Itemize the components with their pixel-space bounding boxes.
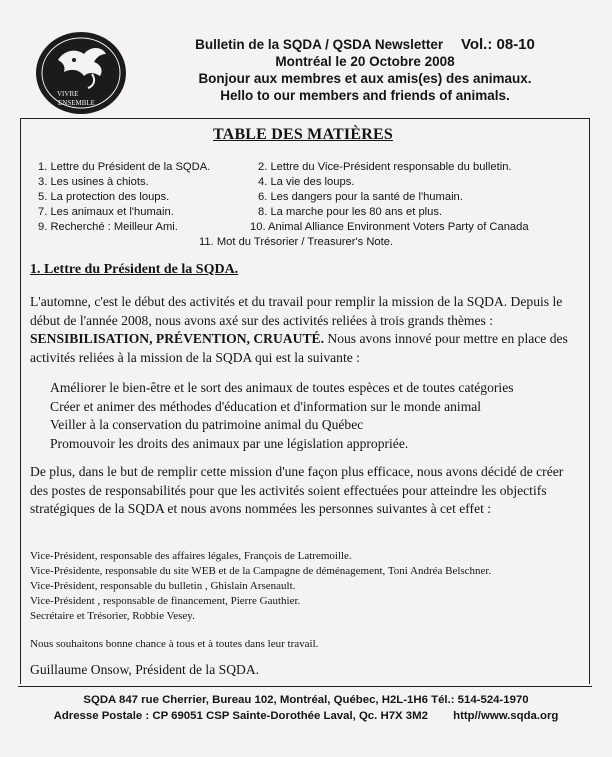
toc-item[interactable]: 9. Recherché : Meilleur Ami. bbox=[38, 221, 178, 233]
header-title: Bulletin de la SQDA / QSDA Newsletter bbox=[195, 37, 444, 52]
footer-address: SQDA 847 rue Cherrier, Bureau 102, Montréal, Québec, H2L-1H6 Tél.: 514-524-1970 bbox=[83, 694, 529, 706]
intro-paragraph bbox=[30, 293, 570, 367]
list-item: Promouvoir les droits des animaux par une législation appropriée. bbox=[50, 435, 409, 451]
section-title: 1. Lettre du Président de la SQDA. bbox=[30, 262, 239, 277]
toc-item[interactable]: 11. Mot du Trésorier / Treasurer's Note. bbox=[199, 236, 394, 248]
logo-text-ensemble: ENSEMBLE bbox=[58, 99, 95, 107]
list-item: Vice-Président, responsable du bulletin , Ghislain Arsenault. bbox=[30, 580, 296, 592]
logo-text-vivre: VIVRE bbox=[57, 90, 79, 98]
footer-postal bbox=[0, 710, 612, 722]
list-item: Améliorer le bien-être et le sort des animaux de toutes espèces et de toutes catégories bbox=[50, 380, 514, 395]
list-item: Veiller à la conservation du patrimoine animal du Québec bbox=[50, 417, 364, 432]
intro-themes: SENSIBILISATION, PRÉVENTION, CRUAUTÉ. bbox=[30, 331, 324, 346]
animals-logo-icon bbox=[34, 30, 128, 116]
toc-item[interactable]: 10. Animal Alliance Environment Voters Party of Canada bbox=[250, 221, 529, 233]
toc-item[interactable]: 8. La marche pour les 80 ans et plus. bbox=[258, 206, 443, 218]
toc-title: TABLE DES MATIÈRES bbox=[213, 126, 393, 143]
list-item: Vice-Présidente, responsable du site WEB et de la Campagne de déménagement, Toni Andréa Belschner. bbox=[30, 565, 492, 577]
footer-postal-address: Adresse Postale : CP 69051 CSP Sainte-Dorothée Laval, Qc. H7X 3M2 bbox=[53, 710, 428, 722]
header-date: Montréal le 20 Octobre 2008 bbox=[275, 54, 455, 69]
header-greeting-fr: Bonjour aux membres et aux amis(es) des animaux. bbox=[198, 71, 532, 86]
toc-item[interactable]: 6. Les dangers pour la santé de l'humain. bbox=[258, 191, 463, 203]
list-item: Secrétaire et Trésorier, Robbie Vesey. bbox=[30, 610, 195, 622]
roles-paragraph: De plus, dans le but de remplir cette mission d'une façon plus efficace, nous avons décidé de créer des postes de responsabilités pour que les activités soient effectuées pour atteindre les objectifs stratégiques de la SQDA et nous avons nommées les personnes suivantes à cet effet : bbox=[30, 464, 564, 516]
toc-item[interactable]: 5. La protection des loups. bbox=[38, 191, 170, 203]
mission-list bbox=[50, 379, 514, 453]
newsletter-header bbox=[150, 36, 580, 104]
bottom-divider bbox=[18, 686, 592, 687]
toc-item[interactable]: 4. La vie des loups. bbox=[258, 176, 355, 188]
roles-list bbox=[30, 549, 491, 624]
footer-website-link[interactable]: http//www.sqda.org bbox=[453, 710, 559, 722]
list-item: Créer et animer des méthodes d'éducation et d'information sur le monde animal bbox=[50, 398, 482, 414]
top-divider bbox=[20, 118, 590, 119]
list-item: Vice-Président , responsable de financement, Pierre Gauthier. bbox=[30, 595, 301, 607]
list-item: Vice-Président, responsable des affaires légales, François de Latremoille. bbox=[30, 550, 352, 562]
signature: Guillaume Onsow, Président de la SQDA. bbox=[30, 662, 260, 677]
intro-text-a: L'automne, c'est le début des activités et du travail pour remplir la mission de la SQDA. Depuis le début de l'année 2008, nous avons axé sur des activités reliées à trois grands thèmes : bbox=[30, 294, 563, 328]
header-greeting-en: Hello to our members and friends of animals. bbox=[220, 88, 510, 103]
toc-item[interactable]: 3. Les usines à chiots. bbox=[38, 176, 149, 188]
header-volume: Vol.: 08-10 bbox=[460, 36, 535, 53]
toc-item[interactable]: 1. Lettre du Président de la SQDA. bbox=[38, 161, 211, 173]
toc-item[interactable]: 2. Lettre du Vice-Président responsable du bulletin. bbox=[258, 161, 512, 173]
toc-item[interactable]: 7. Les animaux et l'humain. bbox=[38, 206, 174, 218]
closing-wish: Nous souhaitons bonne chance à tous et à toutes dans leur travail. bbox=[30, 638, 319, 650]
intro-text-b: Nous avons innové pour mettre en place des activités reliées à la mission de la SQDA qui est la suivante : bbox=[30, 331, 568, 365]
